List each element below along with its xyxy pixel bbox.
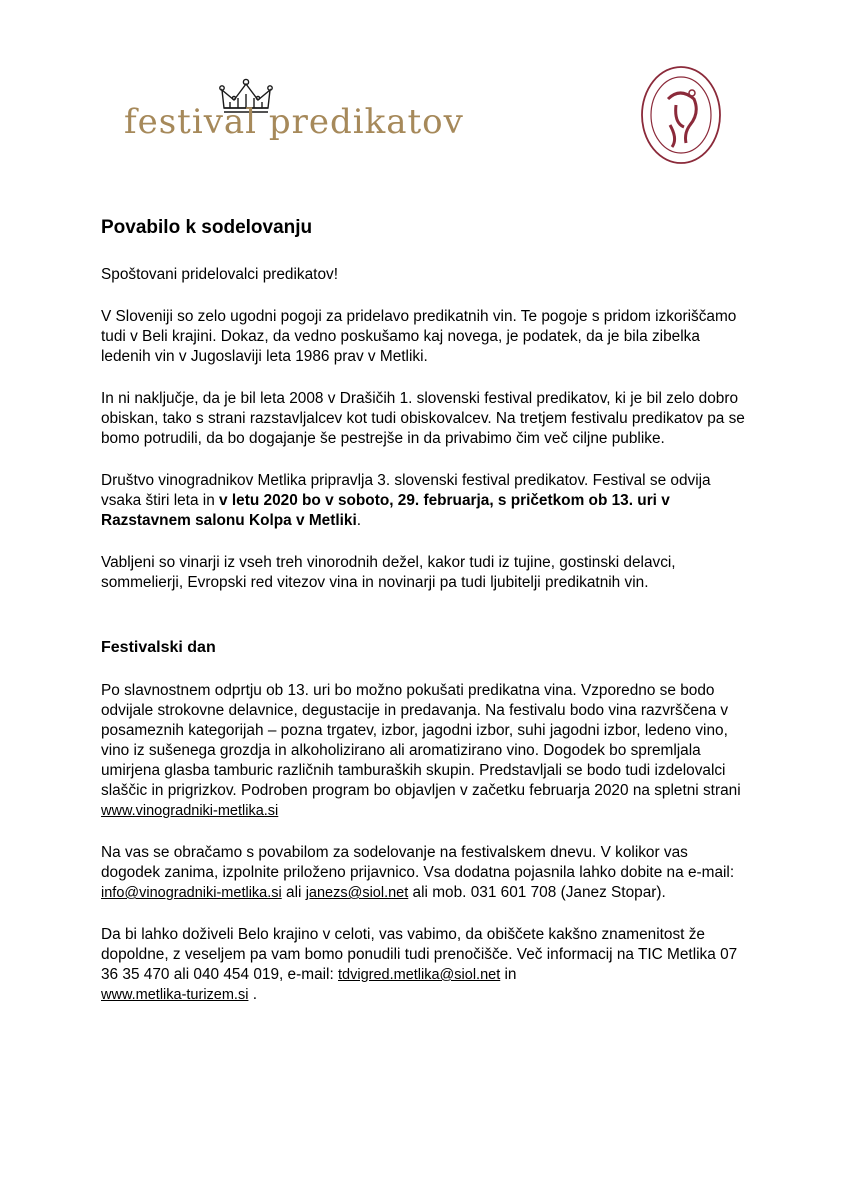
page-title: Povabilo k sodelovanju: [101, 217, 313, 238]
email-link-info[interactable]: info@vinogradniki-metlika.si: [101, 885, 282, 901]
paragraph-program: [101, 681, 751, 821]
website-link[interactable]: www.vinogradniki-metlika.si: [101, 803, 279, 819]
paragraph-event: [101, 471, 751, 531]
paragraph-contact: [101, 843, 751, 903]
contact-text: Na vas se obračamo s povabilom za sodelovanje na festivalskem dnevu. V kolikor vas dogodek zanima, izpolnite priloženo prijavnico. Vsa dodatna pojasnila lahko dobite na e-mail:: [101, 844, 735, 881]
contact-mid: ali: [281, 884, 306, 901]
paragraph-history: In ni naključje, da je bil leta 2008 v Drašičih 1. slovenski festival predikatov, ki je bil zelo dobro obiskan, tako s strani razstavljalcev kot tudi obiskovalcev. Na tretjem festivalu predikatov pa se bomo potrudili, da bo dogajanje še pestrejše in da privabimo čim več ciljne publike.: [101, 390, 745, 447]
tourism-end: .: [248, 986, 257, 1003]
event-date-bold: v letu 2020 bo v soboto, 29. februarja, s pričetkom ob 13. uri v Razstavnem salonu Kolpa v Metliki: [101, 492, 670, 529]
paragraph-invited: Vabljeni so vinarji iz vseh treh vinorodnih dežel, kakor tudi iz tujine, gostinski delavci, sommelierji, Evropski red vitezov vina in novinarji pa tudi ljubitelji predikatnih vin.: [101, 554, 676, 591]
email-link-tic[interactable]: tdvigred.metlika@siol.net: [338, 967, 501, 983]
contact-end: ali mob. 031 601 708 (Janez Stopar).: [408, 884, 666, 901]
paragraph-tourism: [101, 925, 751, 1005]
greeting: Spoštovani pridelovalci predikatov!: [101, 266, 338, 283]
program-text: Po slavnostnem odprtju ob 13. uri bo možno pokušati predikatna vina. Vzporedno se bodo odvijale strokovne delavnice, degustacije in predavanja. Na festivalu bodo vina razvrščena v posameznih kategorijah – pozna trgatev, izbor, jagodni izbor, suhi jagodni izbor, ledeno vino, vino iz sušenega grozdja in alkoholizirano ali aromatizirano vino. Dogodek bo spremljala umirjena glasba tamburic različnih tamburaških skupin. Predstavljali se bodo tudi izdelovalci slaščic in prigrizkov. Podroben program bo objavljen v začetku februarja 2020 na spletni strani: [101, 682, 741, 799]
letter-body: [101, 216, 751, 1027]
event-text: Društvo vinogradnikov Metlika pripravlja 3. slovenski festival predikatov. Festival se odvija vsaka štiri leta in: [101, 472, 711, 509]
tourism-text: Da bi lahko doživeli Belo krajino v celoti, vas vabimo, da obiščete kakšno znamenitost že dopoldne, z veseljem pa vam bomo ponudili tudi prenočišče. Več informacij na TIC Metlika 07 36 35 470 ali 040 454 019, e-mail:: [101, 926, 738, 983]
section-title: Festivalski dan: [101, 639, 216, 656]
seal-icon: [640, 65, 722, 165]
paragraph-intro: V Sloveniji so zelo ugodni pogoji za pridelavo predikatnih vin. Te pogoje s pridom izkoriščamo tudi v Beli krajini. Dokaz, da vedno poskušamo kaj novega, je podatek, da je bila zibelka ledenih vin v Jugoslaviji leta 1986 prav v Metliki.: [101, 308, 737, 365]
logo-text: festival predikatov: [124, 102, 464, 142]
event-text-end: .: [356, 512, 362, 529]
email-link-janez[interactable]: janezs@siol.net: [305, 885, 409, 901]
festival-logo: [124, 78, 464, 158]
tourism-mid: in: [500, 966, 517, 983]
tourism-website-link[interactable]: www.metlika-turizem.si: [101, 987, 249, 1003]
page-header: [0, 0, 848, 180]
